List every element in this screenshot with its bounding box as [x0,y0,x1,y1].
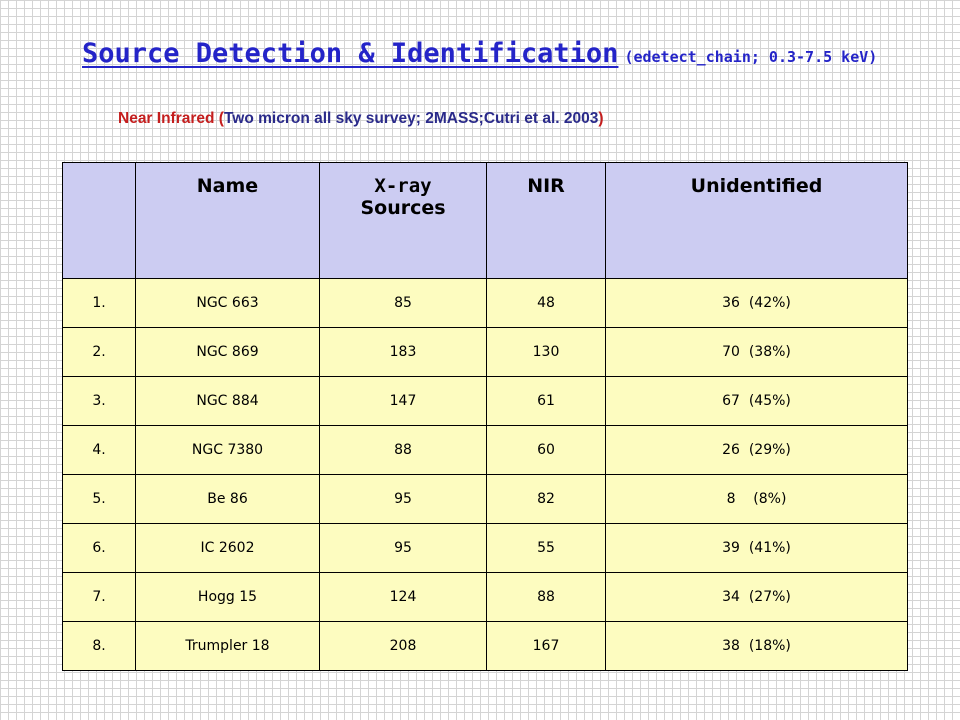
cell-name: Trumpler 18 [136,622,320,671]
cell-unidentified: 67 (45%) [606,377,908,426]
cell-nir: 55 [487,524,606,573]
table-row [63,524,908,573]
cell-xray-sources: 95 [320,475,487,524]
cell-unidentified: 38 (18%) [606,622,908,671]
cell-nir: 88 [487,573,606,622]
cell-xray-sources: 208 [320,622,487,671]
cell-index: 3. [63,377,136,426]
cell-unidentified: 26 (29%) [606,426,908,475]
slide-title [82,38,877,69]
cell-nir: 82 [487,475,606,524]
cell-index: 4. [63,426,136,475]
header-xray-line2: Sources [360,197,446,219]
cell-unidentified: 70 (38%) [606,328,908,377]
cell-name: NGC 663 [136,279,320,328]
header-xray-line1: X-ray [374,175,432,197]
header-name: Name [136,163,320,279]
cell-xray-sources: 85 [320,279,487,328]
header-nir: NIR [487,163,606,279]
table-row [63,377,908,426]
cell-xray-sources: 88 [320,426,487,475]
subtitle-label: Near Infrared [118,110,215,127]
section-subtitle [118,110,604,128]
slide-title-subtitle: (edetect_chain; 0.3-7.5 keV) [624,48,878,66]
cell-unidentified: 39 (41%) [606,524,908,573]
cell-xray-sources: 95 [320,524,487,573]
cell-index: 5. [63,475,136,524]
cell-nir: 130 [487,328,606,377]
table-row [63,475,908,524]
table-row [63,622,908,671]
slide-title-main: Source Detection & Identification [82,38,619,69]
cell-name: NGC 884 [136,377,320,426]
cell-name: Be 86 [136,475,320,524]
cell-nir: 167 [487,622,606,671]
cell-nir: 48 [487,279,606,328]
cell-name: NGC 869 [136,328,320,377]
subtitle-paren-open: ( [218,110,224,127]
cell-index: 7. [63,573,136,622]
cell-xray-sources: 183 [320,328,487,377]
cell-index: 6. [63,524,136,573]
subtitle-detail: Two micron all sky survey; 2MASS;Cutri et al. 2003 [223,110,599,127]
table-row [63,426,908,475]
cell-unidentified: 34 (27%) [606,573,908,622]
cell-name: Hogg 15 [136,573,320,622]
table-row [63,279,908,328]
cell-index: 2. [63,328,136,377]
cell-name: NGC 7380 [136,426,320,475]
cell-index: 8. [63,622,136,671]
table-row [63,573,908,622]
cell-unidentified: 36 (42%) [606,279,908,328]
header-index [63,163,136,279]
cell-nir: 60 [487,426,606,475]
cell-xray-sources: 147 [320,377,487,426]
header-xray-sources [320,163,487,279]
cell-xray-sources: 124 [320,573,487,622]
detection-table [62,162,908,671]
table-header-row [63,163,908,279]
cell-unidentified: 8 (8%) [606,475,908,524]
header-unidentified: Unidentified [606,163,908,279]
cell-index: 1. [63,279,136,328]
subtitle-paren-close: ) [598,110,604,127]
table-row [63,328,908,377]
cell-nir: 61 [487,377,606,426]
cell-name: IC 2602 [136,524,320,573]
